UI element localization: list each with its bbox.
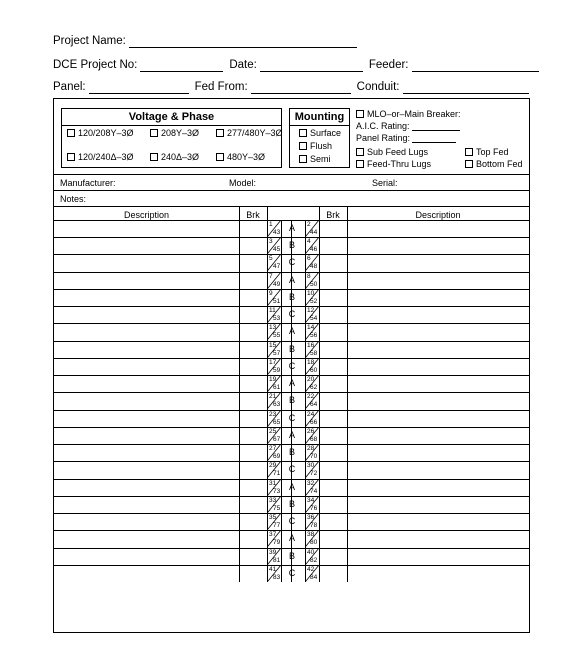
breaker-right-cell[interactable] bbox=[319, 461, 347, 478]
circuit-number-right-top: 38 bbox=[307, 531, 315, 539]
checkbox[interactable] bbox=[465, 160, 473, 168]
description-left-cell[interactable] bbox=[54, 375, 239, 392]
breaker-right-cell[interactable] bbox=[319, 392, 347, 409]
circuit-row bbox=[54, 548, 529, 565]
description-left-cell[interactable] bbox=[54, 565, 239, 582]
circuit-number-right-bottom: 62 bbox=[310, 384, 318, 392]
circuit-number-left-bottom: 45 bbox=[273, 246, 281, 254]
circuit-number-right-top: 8 bbox=[307, 272, 311, 280]
description-left-cell[interactable] bbox=[54, 479, 239, 496]
circuit-number-left-bottom: 57 bbox=[273, 349, 281, 357]
circuit-row bbox=[54, 392, 529, 409]
description-right-cell[interactable] bbox=[347, 479, 529, 496]
dce-project-no-field[interactable] bbox=[140, 60, 223, 72]
circuit-number-left-bottom: 49 bbox=[273, 280, 281, 288]
conduit-label: Conduit: bbox=[356, 81, 400, 93]
circuit-number-right-top: 36 bbox=[307, 514, 315, 522]
circuit-number-left-bottom: 81 bbox=[273, 556, 281, 564]
circuit-row bbox=[54, 461, 529, 478]
circuit-row bbox=[54, 565, 529, 582]
aic-rating-row bbox=[356, 121, 460, 131]
mlo-label: MLO–or–Main Breaker: bbox=[367, 109, 461, 119]
breaker-left-cell[interactable] bbox=[239, 289, 267, 306]
circuit-number-left-bottom: 59 bbox=[273, 366, 281, 374]
description-right-cell[interactable] bbox=[347, 375, 529, 392]
circuit-number-left-top: 17 bbox=[269, 358, 277, 366]
circuit-row bbox=[54, 375, 529, 392]
circuit-number-right-top: 6 bbox=[307, 255, 311, 263]
circuit-number-right-top: 40 bbox=[307, 548, 315, 556]
breaker-left-cell[interactable] bbox=[239, 392, 267, 409]
breaker-left-cell[interactable] bbox=[239, 530, 267, 547]
circuit-number-right-bottom: 48 bbox=[310, 263, 318, 271]
circuit-number-left-top: 21 bbox=[269, 393, 277, 401]
description-left-cell[interactable] bbox=[54, 341, 239, 358]
circuit-number-right-bottom: 70 bbox=[310, 453, 318, 461]
breaker-right-cell[interactable] bbox=[319, 375, 347, 392]
phase-label: A bbox=[288, 533, 295, 544]
date-field[interactable] bbox=[260, 60, 363, 72]
phase-label: A bbox=[288, 274, 295, 285]
circuit-number-right-top: 18 bbox=[307, 358, 315, 366]
circuit-number-left-bottom: 77 bbox=[273, 522, 281, 530]
voltage-option[interactable] bbox=[150, 152, 199, 162]
checkbox[interactable] bbox=[67, 129, 75, 137]
circuit-number-right-bottom: 50 bbox=[310, 280, 318, 288]
phase-label: A bbox=[288, 378, 295, 389]
breaker-left-cell[interactable] bbox=[239, 444, 267, 461]
circuit-number-left-bottom: 51 bbox=[273, 297, 281, 305]
breaker-left-cell[interactable] bbox=[239, 323, 267, 340]
description-left-cell[interactable] bbox=[54, 272, 239, 289]
option-label: Top Fed bbox=[476, 147, 509, 157]
serial-label: Serial: bbox=[372, 178, 398, 188]
description-left-cell[interactable] bbox=[54, 513, 239, 530]
circuit-number-left-top: 9 bbox=[269, 289, 273, 297]
phase-label: B bbox=[288, 550, 295, 561]
conduit-field[interactable] bbox=[403, 82, 529, 94]
date-label: Date: bbox=[229, 59, 257, 71]
description-right-cell[interactable] bbox=[347, 444, 529, 461]
description-left-cell[interactable] bbox=[54, 220, 239, 237]
description-right-cell[interactable] bbox=[347, 341, 529, 358]
phase-label: C bbox=[288, 309, 296, 320]
brk-right-header: Brk bbox=[326, 210, 340, 220]
project-name-row bbox=[53, 34, 357, 48]
circuit-number-left-top: 37 bbox=[269, 531, 277, 539]
panel-info-row bbox=[53, 80, 529, 94]
circuit-number-right-bottom: 78 bbox=[310, 522, 318, 530]
circuit-number-right-bottom: 76 bbox=[310, 504, 318, 512]
checkbox[interactable] bbox=[67, 153, 75, 161]
voltage-option[interactable] bbox=[67, 128, 134, 138]
circuit-number-left-top: 3 bbox=[269, 238, 273, 246]
description-right-cell[interactable] bbox=[347, 548, 529, 565]
circuit-number-left-bottom: 47 bbox=[273, 263, 281, 271]
circuit-number-left-bottom: 43 bbox=[273, 229, 281, 236]
breaker-left-cell[interactable] bbox=[239, 272, 267, 289]
breaker-right-cell[interactable] bbox=[319, 565, 347, 582]
phase-label: A bbox=[288, 223, 295, 233]
description-left-cell[interactable] bbox=[54, 461, 239, 478]
phase-label: C bbox=[288, 516, 296, 527]
description-left-cell[interactable] bbox=[54, 358, 239, 375]
aic-rating-field[interactable] bbox=[412, 121, 460, 131]
mounting-option[interactable] bbox=[299, 141, 332, 151]
phase-label: B bbox=[288, 291, 295, 302]
circuit-row bbox=[54, 513, 529, 530]
voltage-option-label: 208Y–3Ø bbox=[161, 128, 200, 138]
description-left-cell[interactable] bbox=[54, 323, 239, 340]
breaker-left-cell[interactable] bbox=[239, 427, 267, 444]
checkbox[interactable] bbox=[299, 129, 307, 137]
breaker-left-cell[interactable] bbox=[239, 358, 267, 375]
description-left-cell[interactable] bbox=[54, 496, 239, 513]
top-fed-option[interactable] bbox=[465, 147, 509, 157]
breaker-right-cell[interactable] bbox=[319, 530, 347, 547]
bottom-fed-option[interactable] bbox=[465, 159, 523, 169]
circuit-row bbox=[54, 479, 529, 496]
description-left-cell[interactable] bbox=[54, 254, 239, 271]
aic-rating-label: A.I.C. Rating: bbox=[356, 121, 410, 131]
phase-label: A bbox=[288, 481, 295, 492]
phase-label: B bbox=[288, 343, 295, 354]
breaker-left-cell[interactable] bbox=[239, 254, 267, 271]
dce-project-no-label: DCE Project No: bbox=[53, 59, 138, 71]
phase-label: B bbox=[288, 498, 295, 509]
description-right-cell[interactable] bbox=[347, 496, 529, 513]
circuit-number-right-bottom: 72 bbox=[310, 470, 318, 478]
circuit-number-left-top: 23 bbox=[269, 410, 277, 418]
circuit-number-left-top: 15 bbox=[269, 341, 277, 349]
circuit-number-right-top: 12 bbox=[307, 307, 315, 315]
circuit-number-left-bottom: 61 bbox=[273, 384, 281, 392]
phase-label: C bbox=[288, 257, 296, 268]
circuit-number-right-bottom: 60 bbox=[310, 366, 318, 374]
phase-label: C bbox=[288, 412, 296, 423]
description-left-cell[interactable] bbox=[54, 427, 239, 444]
voltage-option[interactable] bbox=[67, 152, 134, 162]
checkbox[interactable] bbox=[150, 129, 158, 137]
mounting-title: Mounting bbox=[294, 111, 345, 123]
breaker-left-cell[interactable] bbox=[239, 375, 267, 392]
description-right-cell[interactable] bbox=[347, 427, 529, 444]
circuit-row bbox=[54, 444, 529, 461]
description-right-cell[interactable] bbox=[347, 254, 529, 271]
description-right-cell[interactable] bbox=[347, 513, 529, 530]
checkbox[interactable] bbox=[356, 110, 364, 118]
mlo-main-breaker[interactable] bbox=[356, 109, 461, 119]
panel-field[interactable] bbox=[89, 82, 189, 94]
circuit-number-left-bottom: 63 bbox=[273, 401, 281, 409]
voltage-option-label: 240Δ–3Ø bbox=[161, 152, 200, 162]
breaker-right-cell[interactable] bbox=[319, 427, 347, 444]
circuit-row bbox=[54, 530, 529, 547]
breaker-right-cell[interactable] bbox=[319, 306, 347, 323]
description-right-cell[interactable] bbox=[347, 358, 529, 375]
panel-label: Panel: bbox=[53, 81, 86, 93]
phase-label: A bbox=[288, 326, 295, 337]
circuit-number-right-top: 14 bbox=[307, 324, 315, 332]
breaker-right-cell[interactable] bbox=[319, 323, 347, 340]
circuit-row bbox=[54, 220, 529, 237]
mounting-option[interactable] bbox=[299, 154, 331, 164]
circuit-number-left-top: 5 bbox=[269, 255, 273, 263]
description-right-cell[interactable] bbox=[347, 220, 529, 237]
panel-rating-label: Panel Rating: bbox=[356, 133, 411, 143]
voltage-option-label: 277/480Y–3Ø bbox=[227, 128, 283, 138]
circuit-number-left-bottom: 71 bbox=[273, 470, 281, 478]
phase-label: C bbox=[288, 464, 296, 475]
voltage-phase-box bbox=[61, 108, 282, 168]
breaker-right-cell[interactable] bbox=[319, 220, 347, 237]
circuit-number-right-top: 16 bbox=[307, 341, 315, 349]
checkbox[interactable] bbox=[356, 148, 364, 156]
fed-from-field[interactable] bbox=[251, 82, 351, 94]
mounting-option-label: Flush bbox=[310, 141, 333, 151]
phase-label: A bbox=[288, 429, 295, 440]
breaker-right-cell[interactable] bbox=[319, 479, 347, 496]
breaker-right-cell[interactable] bbox=[319, 237, 347, 254]
breaker-left-cell[interactable] bbox=[239, 410, 267, 427]
description-left-cell[interactable] bbox=[54, 444, 239, 461]
voltage-phase-title: Voltage & Phase bbox=[128, 111, 215, 123]
circuit-number-left-bottom: 65 bbox=[273, 418, 281, 426]
breaker-right-cell[interactable] bbox=[319, 496, 347, 513]
circuit-number-left-top: 25 bbox=[269, 427, 277, 435]
circuit-number-right-top: 4 bbox=[307, 238, 311, 246]
option-label: Bottom Fed bbox=[476, 159, 523, 169]
circuit-number-left-bottom: 75 bbox=[273, 504, 281, 512]
circuit-number-right-bottom: 80 bbox=[310, 539, 318, 547]
circuit-number-left-top: 29 bbox=[269, 462, 277, 470]
circuit-number-right-bottom: 68 bbox=[310, 435, 318, 443]
circuit-number-right-bottom: 74 bbox=[310, 487, 318, 495]
breaker-right-cell[interactable] bbox=[319, 254, 347, 271]
circuit-number-right-bottom: 82 bbox=[310, 556, 318, 564]
sub-feed-lugs-option[interactable] bbox=[356, 147, 428, 157]
breaker-left-cell[interactable] bbox=[239, 237, 267, 254]
option-label: Sub Feed Lugs bbox=[367, 147, 429, 157]
fed-from-label: Fed From: bbox=[194, 81, 248, 93]
panel-schedule-box bbox=[53, 98, 530, 633]
voltage-option-label: 120/240Δ–3Ø bbox=[78, 152, 134, 162]
mounting-box bbox=[289, 108, 350, 168]
circuit-number-right-bottom: 52 bbox=[310, 297, 318, 305]
breaker-left-cell[interactable] bbox=[239, 220, 267, 237]
description-left-cell[interactable] bbox=[54, 392, 239, 409]
project-info-row bbox=[53, 58, 539, 72]
phase-label: B bbox=[288, 395, 295, 406]
manufacturer-label: Manufacturer: bbox=[60, 178, 116, 188]
phase-label: B bbox=[288, 447, 295, 458]
description-left-header: Description bbox=[123, 210, 170, 220]
breaker-left-cell[interactable] bbox=[239, 513, 267, 530]
divider-line bbox=[54, 174, 529, 175]
circuit-number-right-top: 34 bbox=[307, 496, 315, 504]
divider-line bbox=[54, 206, 529, 207]
voltage-option[interactable] bbox=[216, 128, 283, 138]
circuit-number-right-bottom: 58 bbox=[310, 349, 318, 357]
circuit-row bbox=[54, 341, 529, 358]
circuit-number-left-top: 33 bbox=[269, 496, 277, 504]
circuit-number-right-bottom: 46 bbox=[310, 246, 318, 254]
option-label: Feed-Thru Lugs bbox=[367, 159, 432, 169]
breaker-left-cell[interactable] bbox=[239, 548, 267, 565]
breaker-left-cell[interactable] bbox=[239, 461, 267, 478]
circuit-number-right-top: 22 bbox=[307, 393, 315, 401]
breaker-left-cell[interactable] bbox=[239, 565, 267, 582]
circuit-number-right-top: 2 bbox=[307, 221, 311, 228]
circuit-number-right-bottom: 84 bbox=[310, 573, 318, 581]
feeder-field[interactable] bbox=[412, 60, 539, 72]
description-left-cell[interactable] bbox=[54, 530, 239, 547]
voltage-option-label: 480Y–3Ø bbox=[227, 152, 266, 162]
circuit-number-left-bottom: 69 bbox=[273, 453, 281, 461]
circuit-number-right-bottom: 56 bbox=[310, 332, 318, 340]
feeder-label: Feeder: bbox=[368, 59, 409, 71]
breaker-left-cell[interactable] bbox=[239, 496, 267, 513]
circuit-number-left-top: 35 bbox=[269, 514, 277, 522]
circuit-number-right-top: 32 bbox=[307, 479, 315, 487]
brk-left-header: Brk bbox=[246, 210, 260, 220]
description-right-cell[interactable] bbox=[347, 289, 529, 306]
circuit-number-left-bottom: 83 bbox=[273, 573, 281, 581]
circuit-number-left-top: 11 bbox=[269, 307, 276, 315]
breaker-right-cell[interactable] bbox=[319, 548, 347, 565]
description-left-cell[interactable] bbox=[54, 237, 239, 254]
circuit-number-right-top: 20 bbox=[307, 376, 315, 384]
circuit-number-right-top: 42 bbox=[307, 565, 315, 573]
description-right-cell[interactable] bbox=[347, 392, 529, 409]
circuit-row bbox=[54, 289, 529, 306]
mounting-option-label: Semi bbox=[310, 154, 331, 164]
voltage-phase-divider bbox=[62, 125, 281, 126]
circuit-number-right-bottom: 54 bbox=[310, 315, 318, 323]
description-left-cell[interactable] bbox=[54, 306, 239, 323]
circuit-number-left-top: 27 bbox=[269, 445, 277, 453]
circuit-number-right-top: 26 bbox=[307, 427, 315, 435]
phase-label: C bbox=[288, 567, 296, 578]
phase-label: B bbox=[288, 240, 295, 251]
mounting-divider bbox=[290, 125, 349, 126]
breaker-right-cell[interactable] bbox=[319, 341, 347, 358]
voltage-option[interactable] bbox=[150, 128, 199, 138]
description-right-cell[interactable] bbox=[347, 530, 529, 547]
checkbox[interactable] bbox=[216, 153, 224, 161]
checkbox[interactable] bbox=[299, 142, 307, 150]
description-left-cell[interactable] bbox=[54, 289, 239, 306]
feed-thru-lugs-option[interactable] bbox=[356, 159, 431, 169]
breaker-right-cell[interactable] bbox=[319, 358, 347, 375]
voltage-option-label: 120/208Y–3Ø bbox=[78, 128, 134, 138]
circuit-number-right-bottom: 66 bbox=[310, 418, 318, 426]
project-name-label: Project Name: bbox=[53, 35, 126, 47]
circuit-row bbox=[54, 306, 529, 323]
description-left-cell[interactable] bbox=[54, 410, 239, 427]
description-right-cell[interactable] bbox=[347, 461, 529, 478]
description-right-cell[interactable] bbox=[347, 306, 529, 323]
circuit-number-right-top: 10 bbox=[307, 289, 315, 297]
circuit-number-left-top: 13 bbox=[269, 324, 277, 332]
circuit-number-left-bottom: 53 bbox=[273, 315, 281, 323]
circuit-number-right-bottom: 64 bbox=[310, 401, 318, 409]
description-right-cell[interactable] bbox=[347, 237, 529, 254]
description-right-cell[interactable] bbox=[347, 323, 529, 340]
notes-label: Notes: bbox=[60, 194, 87, 204]
panel-rating-row bbox=[356, 133, 456, 143]
checkbox[interactable] bbox=[299, 155, 307, 163]
voltage-option[interactable] bbox=[216, 152, 265, 162]
divider-line bbox=[54, 190, 529, 191]
circuit-number-left-top: 7 bbox=[269, 272, 273, 280]
checkbox[interactable] bbox=[216, 129, 224, 137]
circuit-row bbox=[54, 496, 529, 513]
phase-label: C bbox=[288, 360, 296, 371]
circuit-number-left-top: 1 bbox=[269, 221, 273, 228]
checkbox[interactable] bbox=[150, 153, 158, 161]
breaker-left-cell[interactable] bbox=[239, 306, 267, 323]
mounting-option[interactable] bbox=[299, 128, 341, 138]
circuit-row bbox=[54, 410, 529, 427]
breaker-right-cell[interactable] bbox=[319, 444, 347, 461]
checkbox[interactable] bbox=[465, 148, 473, 156]
circuit-number-right-top: 30 bbox=[307, 462, 315, 470]
description-right-header: Description bbox=[415, 210, 461, 220]
circuit-number-right-top: 24 bbox=[307, 410, 315, 418]
description-left-cell[interactable] bbox=[54, 548, 239, 565]
project-name-field[interactable] bbox=[129, 36, 357, 48]
checkbox[interactable] bbox=[356, 160, 364, 168]
circuit-row bbox=[54, 272, 529, 289]
breaker-right-cell[interactable] bbox=[319, 513, 347, 530]
circuit-number-left-top: 39 bbox=[269, 548, 277, 556]
description-right-cell[interactable] bbox=[347, 565, 529, 582]
breaker-right-cell[interactable] bbox=[319, 289, 347, 306]
circuit-row bbox=[54, 323, 529, 340]
circuit-row bbox=[54, 427, 529, 444]
mounting-option-label: Surface bbox=[310, 128, 342, 138]
circuit-row bbox=[54, 254, 529, 271]
circuit-number-left-bottom: 73 bbox=[273, 487, 281, 495]
circuit-row bbox=[54, 237, 529, 254]
circuit-number-left-top: 19 bbox=[269, 376, 277, 384]
panel-rating-field[interactable] bbox=[412, 133, 456, 143]
circuit-number-left-bottom: 55 bbox=[273, 332, 281, 340]
model-label: Model: bbox=[229, 178, 257, 188]
breaker-right-cell[interactable] bbox=[319, 410, 347, 427]
circuit-number-right-bottom: 44 bbox=[310, 229, 318, 236]
circuit-number-left-bottom: 67 bbox=[273, 435, 281, 443]
circuit-number-right-top: 28 bbox=[307, 445, 315, 453]
breaker-right-cell[interactable] bbox=[319, 272, 347, 289]
circuit-number-left-bottom: 79 bbox=[273, 539, 281, 547]
circuit-number-left-top: 31 bbox=[269, 479, 277, 487]
circuit-row bbox=[54, 358, 529, 375]
breaker-left-cell[interactable] bbox=[239, 479, 267, 496]
breaker-left-cell[interactable] bbox=[239, 341, 267, 358]
circuit-number-left-top: 41 bbox=[269, 565, 277, 573]
description-right-cell[interactable] bbox=[347, 410, 529, 427]
description-right-cell[interactable] bbox=[347, 272, 529, 289]
